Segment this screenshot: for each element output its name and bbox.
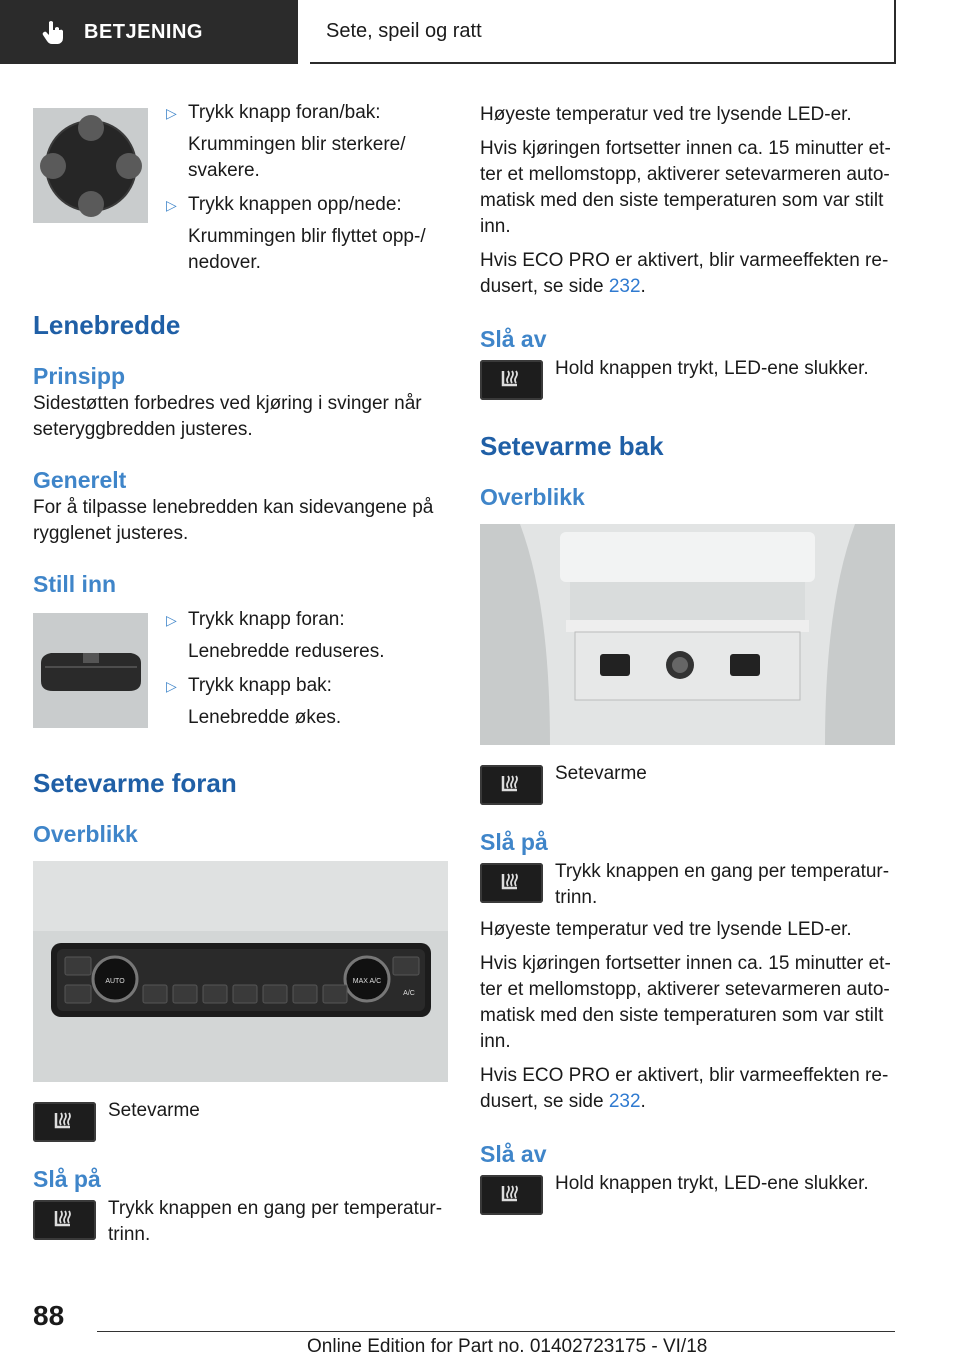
heading-sla-pa-front: Slå på	[33, 1166, 101, 1192]
bullet-text: Trykk knapp foran/bak:	[188, 102, 381, 123]
width-control-image	[33, 613, 148, 728]
heading-overblikk-front: Overblikk	[33, 821, 138, 847]
seat-heating-button-icon	[480, 360, 543, 400]
generelt-text: For å tilpasse lenebredden kan sidevangene på rygglenet justeres.	[33, 497, 434, 544]
sla-pa-text: Trykk knappen en gang per temperaturtrinn.	[555, 861, 890, 908]
right-column	[480, 100, 895, 1215]
bullet-result: Lenebredde reduseres.	[188, 641, 385, 662]
hand-pointer-icon	[40, 19, 66, 45]
heading-prinsipp: Prinsipp	[33, 363, 126, 389]
prinsipp-text: Sidestøtten forbedres ved kjøring i svinger når seteryggbredden justeres.	[33, 393, 422, 440]
page-link-232[interactable]: 232	[608, 1091, 641, 1112]
bullet-triangle-icon: ▷	[166, 612, 177, 628]
heading-lenebredde: Lenebredde	[33, 310, 181, 340]
sla-av-text: Hold knappen trykt, LED-ene slukker.	[555, 1173, 869, 1194]
panel-ac-label: A/C	[403, 990, 415, 997]
seat-heating-button-icon	[480, 1175, 543, 1215]
bullet-result: Lenebredde økes.	[188, 707, 342, 728]
heading-still-inn: Still inn	[33, 571, 117, 597]
bullet-triangle-icon: ▷	[166, 678, 177, 694]
bullet-text: Trykk knapp foran:	[188, 609, 345, 630]
heading-sla-av-front: Slå av	[480, 326, 547, 352]
seat-heating-button-icon	[480, 765, 543, 805]
sla-pa-text: Trykk knappen en gang per temperaturtrinn.	[108, 1198, 443, 1245]
left-column	[33, 100, 448, 1248]
heading-generelt: Generelt	[33, 467, 127, 493]
lumbar-instructions	[166, 100, 448, 276]
heading-sla-pa-rear: Slå på	[480, 829, 548, 855]
bullet-triangle-icon: ▷	[166, 105, 177, 121]
bullet-triangle-icon: ▷	[166, 197, 177, 213]
width-instructions	[166, 607, 448, 731]
led-text: Høyeste temperatur ved tre lysende LED-er.	[480, 104, 852, 125]
panel-max-label: MAX A/C	[352, 978, 382, 985]
seat-heating-button-icon	[480, 863, 543, 903]
header-section-tab	[0, 0, 298, 64]
page-number: 88	[33, 1300, 65, 1331]
heading-overblikk-rear: Overblikk	[480, 484, 585, 510]
restart-text: Hvis kjøringen fortsetter innen ca. 15 minutter etter et mellomstopp, aktiverer setevarmeren automatisk med den siste temperaturen som var stilt inn.	[480, 138, 891, 237]
setevarme-label: Setevarme	[108, 1100, 200, 1121]
setevarme-label: Setevarme	[555, 763, 647, 784]
restart-text: Hvis kjøringen fortsetter innen ca. 15 minutter etter et mellomstopp, aktiverer setevarmeren automatisk med den siste temperaturen som var stilt inn.	[480, 953, 891, 1052]
seat-heating-button-icon	[33, 1102, 96, 1142]
led-text: Høyeste temperatur ved tre lysende LED-er.	[480, 919, 852, 940]
eco-pro-text: Hvis ECO PRO er aktivert, blir varmeeffekten redusert, se side 232.	[480, 250, 889, 297]
seat-heating-button-icon	[33, 1200, 96, 1240]
heading-sla-av-rear: Slå av	[480, 1141, 547, 1167]
heading-setevarme-foran: Setevarme foran	[33, 768, 237, 798]
footer-divider	[97, 1331, 895, 1332]
page-link-232[interactable]: 232	[608, 276, 641, 297]
rear-console-photo	[480, 524, 895, 745]
panel-auto-label: AUTO	[105, 978, 125, 985]
bullet-result: Krummingen blir sterkere/ svakere.	[188, 134, 406, 181]
section-title: BETJENING	[84, 20, 203, 43]
sla-av-text: Hold knappen trykt, LED-ene slukker.	[555, 358, 869, 379]
eco-pro-text: Hvis ECO PRO er aktivert, blir varmeeffekten redusert, se side 232.	[480, 1065, 889, 1112]
lumbar-control-image	[33, 108, 148, 223]
chapter-title: Sete, speil og ratt	[326, 19, 482, 42]
bullet-text: Trykk knapp bak:	[188, 675, 332, 696]
heading-setevarme-bak: Setevarme bak	[480, 431, 664, 461]
front-climate-panel-photo	[33, 861, 448, 1082]
edition-text: Online Edition for Part no. 01402723175 - VI/18	[307, 1336, 708, 1357]
chapter-tab	[310, 0, 896, 64]
bullet-result: Krummingen blir flyttet opp-/ nedover.	[188, 226, 426, 273]
bullet-text: Trykk knappen opp/nede:	[188, 194, 402, 215]
